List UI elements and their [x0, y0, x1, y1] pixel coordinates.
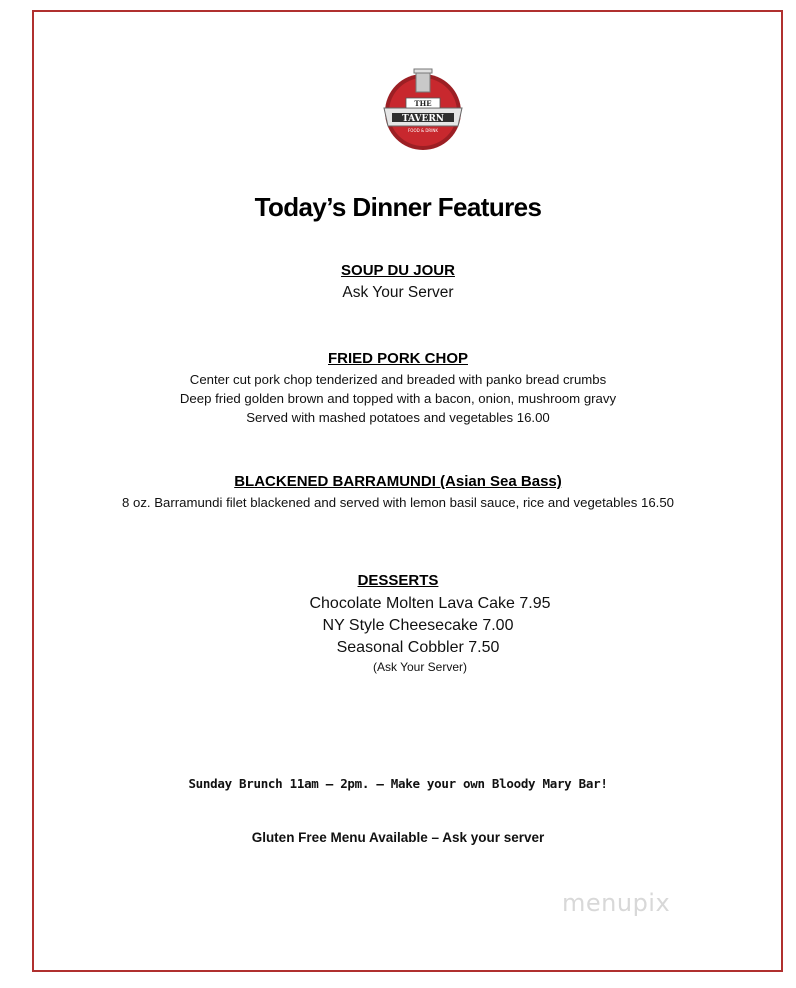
logo-the-text: THE [414, 99, 432, 108]
pork-chop-line-2: Deep fried golden brown and topped with a bacon, onion, mushroom gravy [179, 391, 617, 406]
dessert-item: NY Style Cheesecake 7.00 [322, 617, 514, 634]
watermark: menupix [562, 889, 671, 917]
desserts-heading: DESSERTS [357, 572, 439, 589]
gluten-free-note: Gluten Free Menu Available – Ask your server [251, 830, 545, 845]
page-frame [32, 10, 783, 972]
pork-chop-heading: FRIED PORK CHOP [327, 350, 468, 367]
logo-name-text: TAVERN [401, 114, 445, 124]
desserts-note: (Ask Your Server) [372, 660, 468, 674]
dessert-item: Seasonal Cobbler 7.50 [336, 639, 500, 656]
logo-tagline-text: FOOD & DRINK [408, 128, 438, 133]
tavern-logo-graphic [378, 68, 468, 152]
brunch-note: Sunday Brunch 11am – 2pm. – Make your own Bloody Mary Bar! [188, 776, 608, 791]
dessert-item: Chocolate Molten Lava Cake 7.95 [309, 595, 551, 612]
barramundi-line: 8 oz. Barramundi filet blackened and served with lemon basil sauce, rice and vegetables 16.50 [121, 495, 674, 510]
soup-line: Ask Your Server [342, 284, 454, 301]
soup-heading: SOUP DU JOUR [341, 262, 455, 279]
page-title: Today’s Dinner Features [254, 192, 542, 222]
tavern-logo [378, 68, 468, 152]
pork-chop-line-1: Center cut pork chop tenderized and breaded with panko bread crumbs [189, 372, 607, 387]
barramundi-heading: BLACKENED BARRAMUNDI (Asian Sea Bass) [234, 473, 562, 490]
pork-chop-line-3: Served with mashed potatoes and vegetables 16.00 [246, 410, 550, 425]
